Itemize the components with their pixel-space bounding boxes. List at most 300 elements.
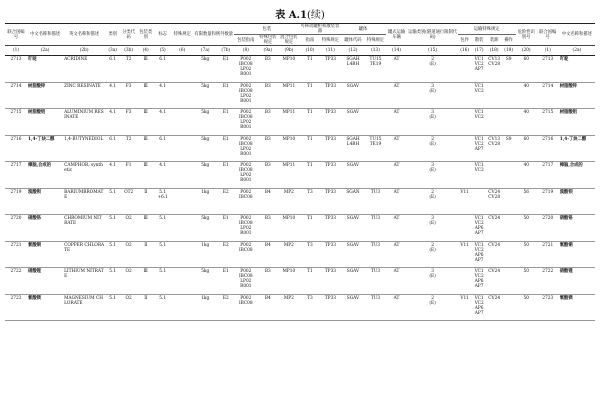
cell-cn-name-repeat: 树脂酸铝 — [559, 109, 595, 136]
column-number: (16) — [458, 46, 472, 56]
cell-cn-name-repeat: 吖啶 — [559, 56, 595, 83]
column-number: (1) — [537, 46, 559, 56]
table-row — [5, 268, 595, 295]
cell-classification-code: F1 — [120, 162, 137, 189]
cell-portable-special: TP33 — [320, 215, 340, 242]
cell-portable-special: TP33 — [320, 82, 340, 109]
cell-special-provisions — [171, 56, 193, 83]
cell-bulk-provisions: VC1 VC2 AP6 AP7 — [472, 241, 487, 268]
cell-en-name: COPPER CHLORATE — [63, 241, 105, 268]
cell-class: 4.1 — [105, 162, 120, 189]
cell-portable-special: TP33 — [320, 294, 340, 321]
cell-cn-name-repeat: 硝酸铬 — [559, 215, 595, 242]
cell-un-no: 2722 — [5, 268, 27, 295]
cell-classification-code: O2 — [120, 241, 137, 268]
header-tank-code: 罐体代码 — [340, 35, 365, 46]
cell-portable-instructions: T1 — [299, 56, 320, 83]
cell-hazard-id: 50 — [516, 268, 537, 295]
cell-classification-code: O2 — [120, 215, 137, 242]
cell-tank-special — [365, 162, 385, 189]
header-packaging-group: 包装 — [234, 24, 299, 35]
column-number: (7a) — [193, 46, 217, 56]
cell-cn-name: 氯酸铜 — [27, 241, 63, 268]
cell-un-no: 2721 — [5, 241, 27, 268]
cell-classification-code: OT2 — [120, 188, 137, 215]
cell-transport-category: 3 (E) — [408, 82, 458, 109]
cell-classification-code: T2 — [120, 56, 137, 83]
cell-label: 6.1 — [154, 56, 171, 83]
cell-en-name: ZINC RESINATE — [63, 82, 105, 109]
header-portable-tanks-group: 可移动罐柜和散装容器 — [300, 24, 340, 35]
header-packages: 包件 — [458, 35, 472, 46]
header-en-name: 英文名称和描述 — [63, 24, 105, 46]
cell-transport-category: 3 (E) — [408, 215, 458, 242]
cell-bulk-provisions: VC1 VC2 AP6 AP7 — [472, 294, 487, 321]
cell-classification-code: O2 — [120, 268, 137, 295]
cell-tank-special: TU3 — [365, 188, 385, 215]
header-un-no-repeat: 联合国编号 — [537, 24, 559, 46]
cell-packing-group: Ⅱ — [137, 241, 154, 268]
cell-transport-category: 3 (E) — [408, 109, 458, 136]
cell-loading-provisions — [487, 162, 502, 189]
table-row — [5, 56, 595, 83]
header-tanks-group: 罐体 — [340, 24, 385, 35]
cell-packing-group: Ⅱ — [137, 188, 154, 215]
cell-portable-instructions: T1 — [299, 135, 320, 162]
column-number: (19) — [502, 46, 516, 56]
cell-packing-instructions: P002 IBC08 LP02 R001 — [234, 162, 257, 189]
cell-tank-vehicle: AT — [386, 82, 408, 109]
cell-packages-provisions: V11 — [458, 188, 472, 215]
column-number: (12) — [340, 46, 365, 56]
cell-transport-category: 2 (E) — [408, 188, 458, 215]
header-loading: 装卸 — [487, 35, 502, 46]
cell-special-packing: B3 — [257, 135, 278, 162]
cell-tank-special: TU3 — [365, 215, 385, 242]
cell-hazard-id: 40 — [516, 109, 537, 136]
cell-operation-provisions — [502, 162, 516, 189]
cell-packing-group: Ⅲ — [137, 215, 154, 242]
cell-cn-name: 樟脑,合成的 — [27, 162, 63, 189]
cell-tank-special — [365, 82, 385, 109]
cell-en-name: LITHIUM NITRATE — [63, 268, 105, 295]
column-number: (3a) — [105, 46, 120, 56]
cell-tank-vehicle: AT — [386, 135, 408, 162]
cell-packing-instructions: P002 IBC08 LP02 R001 — [234, 215, 257, 242]
cell-un-no: 2714 — [5, 82, 27, 109]
cell-limited-quantity: 5kg — [193, 268, 217, 295]
cell-portable-instructions: T3 — [299, 241, 320, 268]
cell-en-name: ACRIDINE — [63, 56, 105, 83]
cell-operation-provisions: S9 — [502, 135, 516, 162]
cell-tank-special: TU3 — [365, 294, 385, 321]
cell-portable-special: TP33 — [320, 162, 340, 189]
cell-special-packing: B4 — [257, 188, 278, 215]
cell-limited-quantity: 5kg — [193, 56, 217, 83]
header-transport-category: 运输类别(隧道通行限制代码) — [408, 24, 458, 46]
cell-special-packing: B3 — [257, 109, 278, 136]
cell-excepted-quantity: E2 — [217, 294, 234, 321]
column-number: (1) — [5, 46, 27, 56]
cell-tank-vehicle: AT — [386, 109, 408, 136]
cell-un-no: 2715 — [5, 109, 27, 136]
cell-tank-code: SGAN — [340, 188, 365, 215]
cell-bulk-provisions: VC1 VC2 — [472, 82, 487, 109]
cell-tank-code: SGAV — [340, 268, 365, 295]
table-row — [5, 109, 595, 136]
cell-special-provisions — [171, 82, 193, 109]
cell-excepted-quantity: E1 — [217, 56, 234, 83]
cell-packing-group: Ⅲ — [137, 268, 154, 295]
cell-special-provisions — [171, 162, 193, 189]
cell-label: 5.1 +6.1 — [154, 188, 171, 215]
table-row — [5, 162, 595, 189]
column-number: (15) — [408, 46, 458, 56]
cell-portable-instructions: T1 — [299, 82, 320, 109]
cell-cn-name-repeat: 溴酸钡 — [559, 188, 595, 215]
column-number: (4) — [137, 46, 154, 56]
cell-limited-quantity: 1kg — [193, 241, 217, 268]
table-row — [5, 215, 595, 242]
cell-cn-name-repeat: 氯酸铜 — [559, 241, 595, 268]
cell-mixed-packing: MP2 — [278, 241, 299, 268]
cell-hazard-id: 56 — [516, 188, 537, 215]
cell-un-no-repeat: 2722 — [537, 268, 559, 295]
cell-label: 6.1 — [154, 135, 171, 162]
cell-portable-instructions: T3 — [299, 294, 320, 321]
cell-cn-name: 硝酸铬 — [27, 215, 63, 242]
table-row — [5, 294, 595, 321]
header-special-provisions: 特殊规定 — [171, 24, 193, 46]
cell-excepted-quantity: E1 — [217, 109, 234, 136]
cell-en-name: MAGNESIUM CHLORATE — [63, 294, 105, 321]
cell-tank-code: SGAV — [340, 162, 365, 189]
cell-packages-provisions — [458, 162, 472, 189]
dangerous-goods-table — [5, 23, 595, 321]
cell-class: 5.1 — [105, 268, 120, 295]
column-number: (18) — [487, 46, 502, 56]
cell-tank-special: TU15 TE19 — [365, 56, 385, 83]
cell-un-no: 2720 — [5, 215, 27, 242]
table-row — [5, 241, 595, 268]
cell-class: 6.1 — [105, 56, 120, 83]
column-number: (17) — [472, 46, 487, 56]
cell-packing-instructions: P002 IBC08 LP02 R001 — [234, 109, 257, 136]
cell-hazard-id: 50 — [516, 294, 537, 321]
header-classification-code: 分类代码 — [120, 24, 137, 46]
cell-un-no-repeat: 2723 — [537, 294, 559, 321]
header-special-packing: 特殊包装规定 — [259, 35, 277, 46]
cell-class: 5.1 — [105, 241, 120, 268]
cell-special-packing: B3 — [257, 268, 278, 295]
cell-limited-quantity: 5kg — [193, 82, 217, 109]
cell-un-no: 2719 — [5, 188, 27, 215]
cell-un-no: 2713 — [5, 56, 27, 83]
cell-operation-provisions — [502, 294, 516, 321]
cell-class: 4.1 — [105, 82, 120, 109]
header-tank-special: 特殊规定 — [365, 35, 385, 46]
table-title: 表 A.1(续) — [275, 10, 325, 21]
header-limited-quantity: 有限数量和例外数量 — [193, 24, 234, 46]
cell-un-no: 2716 — [5, 135, 27, 162]
cell-tank-vehicle: AT — [386, 268, 408, 295]
cell-packages-provisions — [458, 56, 472, 83]
header-cn-name-repeat: 中文名称和描述 — [559, 24, 595, 46]
cell-class: 5.1 — [105, 215, 120, 242]
cell-portable-instructions: T1 — [299, 215, 320, 242]
cell-operation-provisions: S9 — [502, 56, 516, 83]
cell-un-no-repeat: 2721 — [537, 241, 559, 268]
cell-class: 5.1 — [105, 294, 120, 321]
cell-tank-code: SGAV — [340, 82, 365, 109]
cell-class: 4.1 — [105, 109, 120, 136]
cell-hazard-id: 60 — [516, 135, 537, 162]
cell-label: 5.1 — [154, 268, 171, 295]
cell-tank-vehicle: AT — [386, 215, 408, 242]
cell-en-name: BARIUMBROMATE — [63, 188, 105, 215]
header-special-provisions-group: 运输特殊规定 — [458, 24, 516, 35]
cell-bulk-provisions: VC1 VC2 — [472, 109, 487, 136]
cell-tank-code: SGAV — [340, 215, 365, 242]
cell-classification-code: F3 — [120, 82, 137, 109]
cell-label: 5.1 — [154, 215, 171, 242]
cell-tank-special: TU3 — [365, 241, 385, 268]
cell-tank-code: SGAV — [340, 109, 365, 136]
cell-hazard-id: 60 — [516, 56, 537, 83]
cell-packing-instructions: P002 IBC08 — [234, 241, 257, 268]
cell-packing-group: Ⅱ — [137, 294, 154, 321]
cell-mixed-packing: MP2 — [278, 294, 299, 321]
cell-un-no-repeat: 2713 — [537, 56, 559, 83]
cell-excepted-quantity: E1 — [217, 82, 234, 109]
cell-class: 6.1 — [105, 135, 120, 162]
cell-hazard-id: 40 — [516, 82, 537, 109]
cell-special-provisions — [171, 109, 193, 136]
header-label: 标志 — [154, 24, 171, 46]
cell-un-no: 2723 — [5, 294, 27, 321]
cell-classification-code: F3 — [120, 109, 137, 136]
column-number: (2a) — [559, 46, 595, 56]
cell-packing-group: Ⅲ — [137, 109, 154, 136]
cell-hazard-id: 50 — [516, 215, 537, 242]
cell-cn-name-repeat: 1,4-丁炔二醇 — [559, 135, 595, 162]
cell-un-no-repeat: 2719 — [537, 188, 559, 215]
header-packing-group: 包装类别 — [137, 24, 154, 46]
cell-loading-provisions: CV13 CV28 — [487, 135, 502, 162]
column-number: (3b) — [120, 46, 137, 56]
cell-packages-provisions: V11 — [458, 241, 472, 268]
cell-classification-code: T2 — [120, 135, 137, 162]
cell-cn-name-repeat: 氯酸镁 — [559, 294, 595, 321]
cell-operation-provisions — [502, 215, 516, 242]
cell-limited-quantity: 5kg — [193, 162, 217, 189]
cell-excepted-quantity: E1 — [217, 135, 234, 162]
cell-hazard-id: 50 — [516, 241, 537, 268]
cell-special-provisions — [171, 215, 193, 242]
cell-tank-code: SGAV — [340, 241, 365, 268]
cell-packing-instructions: P002 IBC08 — [234, 294, 257, 321]
cell-cn-name-repeat: 樟脑,合成的 — [559, 162, 595, 189]
cell-label: 5.1 — [154, 294, 171, 321]
cell-limited-quantity: 5kg — [193, 135, 217, 162]
cell-cn-name: 1,4-丁炔二醇 — [27, 135, 63, 162]
cell-packages-provisions — [458, 215, 472, 242]
cell-special-packing: B4 — [257, 241, 278, 268]
table-row — [5, 135, 595, 162]
cell-transport-category: 2 (E) — [408, 241, 458, 268]
cell-cn-name-repeat: 树脂酸锌 — [559, 82, 595, 109]
table-row — [5, 188, 595, 215]
cell-cn-name: 溴酸钡 — [27, 188, 63, 215]
table-title-continued: (续) — [306, 10, 325, 21]
cell-limited-quantity: 5kg — [193, 109, 217, 136]
cell-un-no-repeat: 2720 — [537, 215, 559, 242]
cell-special-packing: B3 — [257, 162, 278, 189]
cell-operation-provisions — [502, 268, 516, 295]
cell-en-name: CAMPHOR, synthetic — [63, 162, 105, 189]
cell-special-packing: B3 — [257, 215, 278, 242]
cell-bulk-provisions: VC1 VC2 — [472, 162, 487, 189]
cell-loading-provisions: CV24 — [487, 294, 502, 321]
cell-bulk-provisions — [472, 188, 487, 215]
cell-packages-provisions — [458, 268, 472, 295]
header-tank-vehicle: 罐式运输车辆 — [386, 24, 408, 46]
cell-excepted-quantity: E1 — [217, 162, 234, 189]
cell-en-name: 1,4-BUTYNEDIOL — [63, 135, 105, 162]
cell-packages-provisions: V11 — [458, 294, 472, 321]
cell-special-packing: B4 — [257, 294, 278, 321]
cell-en-name: ALUMINIUM RESINATE — [63, 109, 105, 136]
header-hazard-id: 危险性识别号 — [516, 24, 537, 46]
cell-un-no-repeat: 2716 — [537, 135, 559, 162]
cell-mixed-packing: MP2 — [278, 188, 299, 215]
cell-mixed-packing: MP11 — [278, 162, 299, 189]
cell-mixed-packing: MP11 — [278, 109, 299, 136]
cell-loading-provisions — [487, 109, 502, 136]
cell-special-provisions — [171, 294, 193, 321]
cell-bulk-provisions: VC1 VC2 AP7 — [472, 56, 487, 83]
cell-tank-special: TU3 — [365, 268, 385, 295]
cell-portable-special: TP33 — [320, 241, 340, 268]
cell-operation-provisions — [502, 241, 516, 268]
header-packing-instructions: 包装指南 — [234, 35, 257, 46]
cell-tank-vehicle: AT — [386, 241, 408, 268]
cell-excepted-quantity: E2 — [217, 188, 234, 215]
table-row — [5, 82, 595, 109]
cell-en-name: CHROMIUM NITRATE — [63, 215, 105, 242]
cell-bulk-provisions: VC1 VC2 AP7 — [472, 135, 487, 162]
cell-tank-vehicle: AT — [386, 56, 408, 83]
cell-packing-group: Ⅲ — [137, 135, 154, 162]
cell-packages-provisions — [458, 135, 472, 162]
cell-limited-quantity: 1kg — [193, 294, 217, 321]
column-number: (13) — [365, 46, 385, 56]
cell-packing-instructions: P002 IBC08 LP02 R001 — [234, 56, 257, 83]
cell-mixed-packing: MP10 — [278, 268, 299, 295]
cell-cn-name: 树脂酸锌 — [27, 82, 63, 109]
cell-special-packing: B3 — [257, 56, 278, 83]
column-number: (5) — [154, 46, 171, 56]
column-number: (6) — [171, 46, 193, 56]
cell-portable-special: TP33 — [320, 188, 340, 215]
cell-cn-name: 硝酸锂 — [27, 268, 63, 295]
cell-mixed-packing: MP10 — [278, 135, 299, 162]
cell-portable-instructions: T1 — [299, 268, 320, 295]
column-number: (14) — [386, 46, 408, 56]
cell-special-provisions — [171, 188, 193, 215]
cell-bulk-provisions: VC1 VC2 AP6 AP7 — [472, 268, 487, 295]
cell-transport-category: 2 (E) — [408, 294, 458, 321]
header-portable-special: 特殊规定 — [320, 35, 340, 46]
cell-portable-special: TP33 — [320, 135, 340, 162]
header-cn-name: 中文名称和描述 — [27, 24, 63, 46]
column-number: (20) — [516, 46, 537, 56]
column-number: (9b) — [278, 46, 299, 56]
cell-hazard-id: 40 — [516, 162, 537, 189]
cell-tank-vehicle: AT — [386, 162, 408, 189]
cell-packing-instructions: P002 IBC08 — [234, 188, 257, 215]
cell-un-no-repeat: 2715 — [537, 109, 559, 136]
cell-cn-name: 树脂酸铝 — [27, 109, 63, 136]
cell-cn-name: 氯酸镁 — [27, 294, 63, 321]
cell-transport-category: 2 (E) — [408, 135, 458, 162]
cell-loading-provisions: CV24 — [487, 268, 502, 295]
cell-special-provisions — [171, 268, 193, 295]
cell-portable-instructions: T3 — [299, 188, 320, 215]
column-number: (8) — [234, 46, 257, 56]
cell-packing-instructions: P002 IBC08 LP02 R001 — [234, 135, 257, 162]
cell-transport-category: 3 (E) — [408, 162, 458, 189]
column-number: (9a) — [257, 46, 278, 56]
cell-portable-special: TP33 — [320, 56, 340, 83]
cell-operation-provisions — [502, 82, 516, 109]
cell-tank-code: SGAH L4BH — [340, 56, 365, 83]
cell-loading-provisions — [487, 82, 502, 109]
header-mixed-packing: 混合包装规定 — [280, 35, 298, 46]
cell-portable-special: TP33 — [320, 268, 340, 295]
cell-loading-provisions: CV13 CV28 — [487, 56, 502, 83]
cell-packing-group: Ⅲ — [137, 82, 154, 109]
cell-cn-name-repeat: 硝酸锂 — [559, 268, 595, 295]
cell-label: 5.1 — [154, 241, 171, 268]
cell-packing-instructions: P002 IBC08 LP02 R001 — [234, 82, 257, 109]
cell-tank-special — [365, 109, 385, 136]
cell-special-provisions — [171, 135, 193, 162]
cell-excepted-quantity: E2 — [217, 241, 234, 268]
cell-tank-vehicle: AT — [386, 188, 408, 215]
cell-label: 4.1 — [154, 82, 171, 109]
cell-loading-provisions: CV24 CV28 — [487, 188, 502, 215]
column-number: (7b) — [217, 46, 234, 56]
header-operation: 操作 — [502, 35, 516, 46]
column-number: (10) — [299, 46, 320, 56]
cell-special-packing: B3 — [257, 82, 278, 109]
cell-transport-category: 3 (E) — [408, 268, 458, 295]
cell-mixed-packing: MP10 — [278, 215, 299, 242]
column-number-row — [5, 46, 595, 56]
cell-limited-quantity: 5kg — [193, 215, 217, 242]
cell-packing-group: Ⅲ — [137, 56, 154, 83]
cell-transport-category: 2 (E) — [408, 56, 458, 83]
column-number: (11) — [320, 46, 340, 56]
cell-packing-group: Ⅲ — [137, 162, 154, 189]
cell-tank-vehicle: AT — [386, 294, 408, 321]
cell-packing-instructions: P002 IBC08 LP02 R001 — [234, 268, 257, 295]
header-portable-instructions: 指南 — [299, 35, 320, 46]
cell-un-no: 2717 — [5, 162, 27, 189]
cell-class: 5.1 — [105, 188, 120, 215]
cell-cn-name: 吖啶 — [27, 56, 63, 83]
